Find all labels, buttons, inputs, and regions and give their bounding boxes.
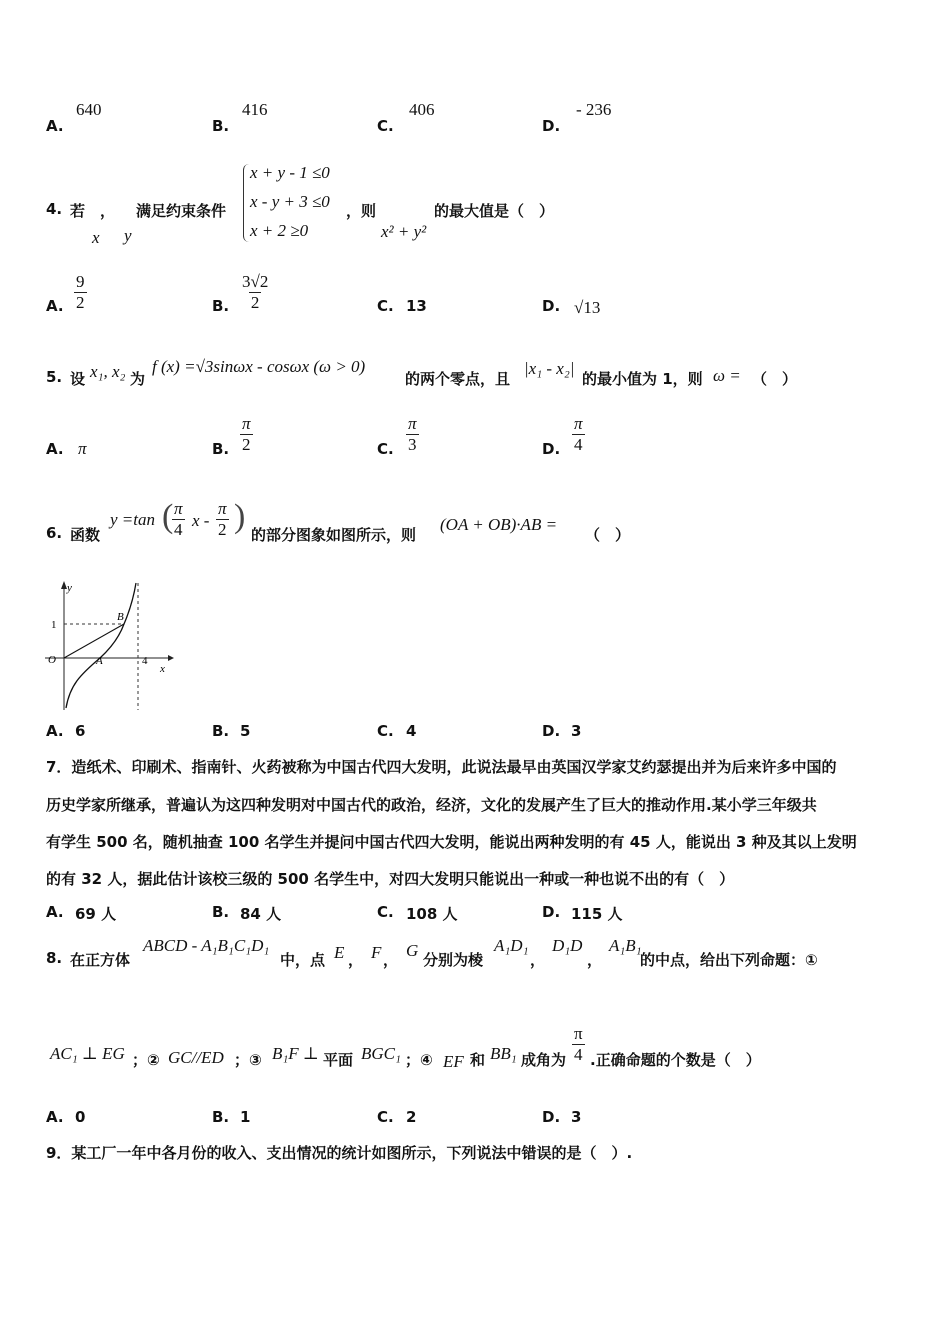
q4-option-b-den: 2 <box>250 293 260 312</box>
q5-option-b-num: π <box>242 414 251 433</box>
q8-prop-1: AC₁ ⊥ EG <box>50 1044 125 1063</box>
q7-option-d-value: 115 人 <box>571 905 623 923</box>
q3-option-a-label: A. <box>46 117 64 135</box>
graph-label-x: x <box>160 663 165 675</box>
q8-prop-4b: 和 <box>470 1051 486 1069</box>
q6-frac-1 <box>172 499 185 540</box>
q4-option-b-label: B. <box>212 297 230 315</box>
q8-edge-2: D₁D <box>552 936 583 955</box>
q4-text-4: ，则 <box>346 202 377 220</box>
q8-point-g: G <box>406 941 419 960</box>
q8-text-2: 中，点 <box>280 951 326 969</box>
q8-option-c-value: 2 <box>406 1108 417 1126</box>
q8-option-c-label: C. <box>377 1108 394 1126</box>
q7-option-b-value: 84 人 <box>240 905 282 923</box>
q8-point-f: F <box>371 943 382 962</box>
q4-option-a-label: A. <box>46 297 64 315</box>
q6-y-eq: y =tan <box>110 510 155 529</box>
q5-omega: ω = <box>713 366 741 385</box>
q6-paren-right: ) <box>234 498 246 535</box>
graph-label-o: O <box>48 654 56 666</box>
q4-constraint-3: x + 2 ≥0 <box>250 221 309 240</box>
q8-option-b-value: 1 <box>240 1108 251 1126</box>
q8-prop-3a: B₁F ⊥ <box>272 1044 319 1063</box>
q8-prop-4d: 成角为 <box>521 1051 567 1069</box>
q6-x-minus: x - <box>192 511 210 530</box>
q8-prop-3c: BGC₁ <box>361 1044 401 1063</box>
q6-option-a-label: A. <box>46 722 64 740</box>
q7-option-c-label: C. <box>377 903 394 921</box>
q7-option-b-label: B. <box>212 903 230 921</box>
q4-text-2: ， <box>100 202 116 220</box>
q6-text-2: 的部分图象如图所示，则 <box>251 526 417 544</box>
q4-var-y: y <box>124 226 132 245</box>
q5-option-c-label: C. <box>377 440 394 458</box>
q4-constraint-2: x - y + 3 ≤0 <box>250 192 330 211</box>
q6-paren-left: ( <box>162 498 174 535</box>
q8-option-a-label: A. <box>46 1108 64 1126</box>
q5-text-3: 的两个零点，且 <box>405 370 511 388</box>
q4-option-d-value: √13 <box>574 298 601 317</box>
q6-frac-2-num: π <box>218 499 227 518</box>
q5-abs-diff: |x₁ - x₂| <box>524 359 575 378</box>
q8-text-3: 分别为棱 <box>423 951 484 969</box>
q6-text-1: 函数 <box>70 526 101 544</box>
q3-option-b-label: B. <box>212 117 230 135</box>
q4-option-c-label: C. <box>377 297 394 315</box>
q5-function: f (x) =√3sinωx - cosωx (ω > 0) <box>152 357 366 376</box>
graph-label-one: 1 <box>51 619 57 631</box>
q8-text-5: .正确命题的个数是（ ） <box>590 1051 761 1069</box>
q7-option-c-value: 108 人 <box>406 905 458 923</box>
q4-target-expr: x² + y² <box>381 222 427 241</box>
q6-frac-2-den: 2 <box>218 520 227 539</box>
q8-edge-3: A₁B₁ <box>609 936 642 955</box>
q8-comma-3: ， <box>530 951 546 969</box>
q5-option-c-den: 3 <box>408 435 417 454</box>
q5-option-b-den: 2 <box>242 435 251 454</box>
q5-text-5: （ ） <box>752 370 798 388</box>
q6-option-b-value: 5 <box>240 722 251 740</box>
q4-var-x: x <box>92 228 100 247</box>
q4-text-3: 满足约束条件 <box>136 202 227 220</box>
q8-sep-1: ；② <box>132 1051 160 1069</box>
q5-option-d-den: 4 <box>574 435 583 454</box>
q3-option-d-label: D. <box>542 117 561 135</box>
q8-comma-4: ， <box>587 951 603 969</box>
q5-option-b-fraction <box>240 414 253 455</box>
q7-line-2: 历史学家所继承，普遍认为这四种发明对中国古代的政治，经济，文化的发展产生了巨大的推动作用.某小学三年级共 <box>46 796 817 814</box>
q8-angle-den: 4 <box>574 1045 583 1064</box>
q6-option-c-value: 4 <box>406 722 417 740</box>
q8-option-d-label: D. <box>542 1108 561 1126</box>
q8-edge-1: A₁D₁ <box>494 936 529 955</box>
graph-label-b: B <box>117 611 124 623</box>
q6-number: 6. <box>46 524 63 542</box>
q8-prop-2: GC//ED <box>168 1048 224 1067</box>
q4-option-b-fraction <box>240 272 270 313</box>
q7-line-3: 有学生 500 名，随机抽查 100 名学生并提问中国古代四大发明，能说出两种发明的有 45 人，能说出 3 种及其以上发明 <box>46 833 857 851</box>
q9-text: 9．某工厂一年中各月份的收入、支出情况的统计如图所示，下列说法中错误的是（ ）. <box>46 1144 633 1162</box>
q8-comma-2: ， <box>383 951 399 969</box>
q6-option-c-label: C. <box>377 722 394 740</box>
q8-angle-fraction <box>572 1024 585 1065</box>
q4-text-1: 若 <box>70 202 86 220</box>
q6-text-3: （ ） <box>585 526 631 544</box>
q8-prop-4a: EF <box>443 1052 464 1071</box>
q4-option-a-fraction <box>74 272 87 313</box>
q5-text-2: 为 <box>130 370 146 388</box>
q7-option-a-value: 69 人 <box>75 905 117 923</box>
q8-comma-1: ， <box>348 951 364 969</box>
q3-option-d-value: - 236 <box>576 100 612 119</box>
q8-prop-4c: BB₁ <box>490 1044 517 1063</box>
q5-number: 5. <box>46 368 63 386</box>
q8-option-b-label: B. <box>212 1108 230 1126</box>
q5-option-c-num: π <box>408 414 417 433</box>
q4-option-b-num: 3√2 <box>242 272 269 291</box>
graph-label-y: y <box>67 582 72 594</box>
q5-vars: x₁, x₂ <box>90 362 126 381</box>
q8-sep-2: ；③ <box>234 1051 262 1069</box>
q8-point-e: E <box>334 943 345 962</box>
q4-number: 4. <box>46 200 63 218</box>
q8-sep-3: ；④ <box>405 1051 433 1069</box>
q7-option-a-label: A. <box>46 903 64 921</box>
q3-option-c-value: 406 <box>409 100 435 119</box>
q6-option-b-label: B. <box>212 722 230 740</box>
q5-option-d-fraction <box>572 414 585 455</box>
q7-line-1: 7．造纸术、印刷术、指南针、火药被称为中国古代四大发明，此说法最早由英国汉学家艾约瑟提出并为后来许多中国的 <box>46 758 837 776</box>
q6-tan-graph <box>40 575 180 715</box>
q7-line-4: 的有 32 人，据此估计该校三级的 500 名学生中，对四大发明只能说出一种或一种也说不出的有（ ） <box>46 870 735 888</box>
q5-text-4: 的最小值为 1，则 <box>582 370 703 388</box>
tan-curve <box>66 583 136 708</box>
q7-option-d-label: D. <box>542 903 561 921</box>
q4-option-a-num: 9 <box>76 272 85 291</box>
q4-constraint-1: x + y - 1 ≤0 <box>250 163 330 182</box>
q6-frac-2 <box>216 499 229 540</box>
q5-option-d-num: π <box>574 414 583 433</box>
q4-system-brace <box>243 164 250 242</box>
graph-label-a: A <box>96 655 103 667</box>
q5-option-a-value: π <box>78 439 87 458</box>
q8-text-4: 的中点，给出下列命题：① <box>640 951 818 969</box>
q5-option-a-label: A. <box>46 440 64 458</box>
q8-option-a-value: 0 <box>75 1108 86 1126</box>
q4-text-5: 的最大值是（ ） <box>434 202 555 220</box>
q6-option-d-label: D. <box>542 722 561 740</box>
q6-option-a-value: 6 <box>75 722 86 740</box>
graph-label-four: 4 <box>142 655 148 667</box>
x-axis-arrow-icon <box>168 655 174 661</box>
q6-frac-1-den: 4 <box>174 520 183 539</box>
q6-vector-expr: (OA + OB)·AB = <box>440 515 558 534</box>
q8-prop-3b: 平面 <box>323 1051 354 1069</box>
q8-text-1: 在正方体 <box>70 951 131 969</box>
q6-option-d-value: 3 <box>571 722 582 740</box>
q5-text-1: 设 <box>70 370 86 388</box>
q3-option-b-value: 416 <box>242 100 268 119</box>
q8-angle-num: π <box>574 1024 583 1043</box>
q8-option-d-value: 3 <box>571 1108 582 1126</box>
q4-option-a-den: 2 <box>76 293 85 312</box>
q5-option-b-label: B. <box>212 440 230 458</box>
q4-option-c-value: 13 <box>406 297 427 315</box>
q6-frac-1-num: π <box>174 499 183 518</box>
q8-cube-name: ABCD - A₁B₁C₁D₁ <box>143 936 270 955</box>
q3-option-a-value: 640 <box>76 100 102 119</box>
q4-option-d-label: D. <box>542 297 561 315</box>
q5-option-c-fraction <box>406 414 419 455</box>
q8-number: 8. <box>46 949 63 967</box>
q3-option-c-label: C. <box>377 117 394 135</box>
q5-option-d-label: D. <box>542 440 561 458</box>
